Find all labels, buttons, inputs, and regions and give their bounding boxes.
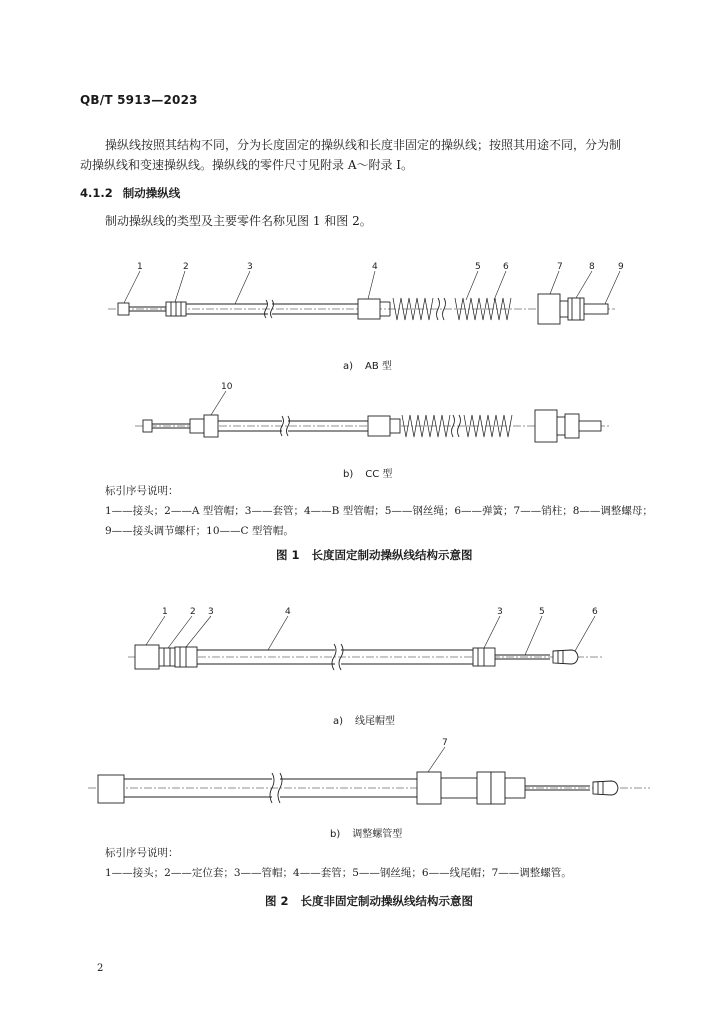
figure1b-callouts xyxy=(211,382,233,415)
figure1-title: 图 1 长度固定制动操纵线结构示意图 xyxy=(276,548,473,562)
f2a-callout-5: 5 xyxy=(539,607,545,617)
figure1-legend-heading: 标引序号说明： xyxy=(105,485,179,497)
f1a-callout-7: 7 xyxy=(557,262,563,272)
f2b-callout-7: 7 xyxy=(442,738,448,748)
f1a-callout-4: 4 xyxy=(372,262,378,272)
figure1a-caption: a) AB 型 xyxy=(343,361,392,372)
f1a-callout-5: 5 xyxy=(475,262,481,272)
f2a-callout-3b: 3 xyxy=(497,607,503,617)
f2a-callout-3: 3 xyxy=(208,607,214,617)
section-title: 制动操纵线 xyxy=(122,186,181,200)
f1a-callout-1: 1 xyxy=(137,262,143,272)
f1b-callout-10: 10 xyxy=(221,382,233,392)
f2a-callout-6: 6 xyxy=(592,607,598,617)
figure2a-callouts xyxy=(146,607,598,655)
f1a-callout-9: 9 xyxy=(618,262,624,272)
figure2b-caption: b) 调整螺管型 xyxy=(330,829,403,840)
figure1b-caption: b) CC 型 xyxy=(343,469,393,480)
figure2-legend-heading: 标引序号说明： xyxy=(105,847,179,859)
f1a-callout-6: 6 xyxy=(503,262,509,272)
figure1-legend-line-1: 1——接头；2——A 型管帽；3——套管；4——B 型管帽；5——钢丝绳；6——弹簧；7——销柱；8——调整螺母； xyxy=(105,505,653,517)
figure2a-caption: a) 线尾帽型 xyxy=(333,716,396,727)
f1a-callout-2: 2 xyxy=(183,262,189,272)
f1a-callout-3: 3 xyxy=(247,262,253,272)
figure2a-drawing xyxy=(128,644,602,670)
section-number: 4.1.2 xyxy=(80,186,113,200)
figure2-title: 图 2 长度非固定制动操纵线结构示意图 xyxy=(265,894,474,908)
figure1a-drawing xyxy=(108,294,615,324)
f2a-callout-4: 4 xyxy=(285,607,291,617)
f2a-callout-2: 2 xyxy=(190,607,196,617)
f2a-callout-1: 1 xyxy=(162,607,168,617)
figure2b-drawing xyxy=(88,772,650,804)
section-body: 制动操纵线的类型及主要零件名称见图 1 和图 2。 xyxy=(105,214,372,228)
f1a-callout-8: 8 xyxy=(589,262,595,272)
figure2b-callouts xyxy=(428,738,448,772)
page-number: 2 xyxy=(97,963,104,974)
figure2-legend-line-1: 1——接头；2——定位套；3——管帽；4——套管；5——钢丝绳；6——线尾帽；7——调整螺管。 xyxy=(105,867,572,879)
figure1-legend-line-2: 9——接头调节螺杆；10——C 型管帽。 xyxy=(105,525,294,537)
intro-line-2: 动操纵线和变速操纵线。操纵线的零件尺寸见附录 A～附录 I。 xyxy=(80,158,414,172)
intro-line-1: 操纵线按照其结构不同，分为长度固定的操纵线和长度非固定的操纵线；按照其用途不同，分为制 xyxy=(105,138,622,152)
standard-code: QB/T 5913—2023 xyxy=(80,93,198,107)
figure1b-drawing xyxy=(135,410,610,442)
